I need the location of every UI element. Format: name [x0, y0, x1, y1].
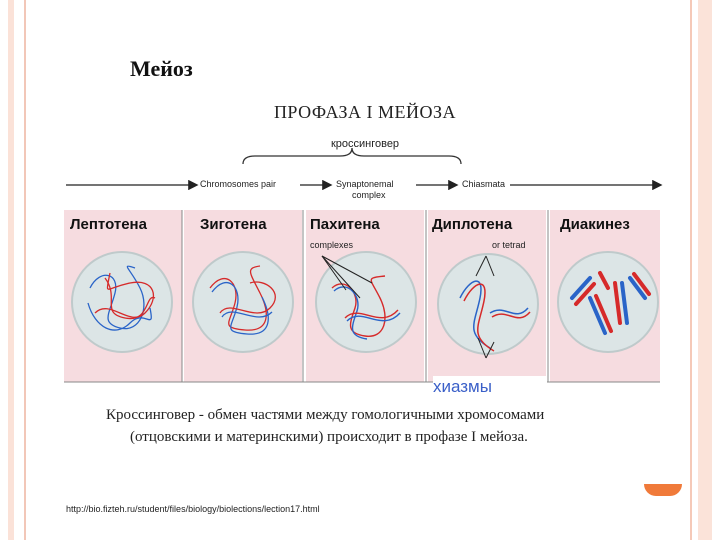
stage-diplotene: Диплотена [432, 216, 513, 233]
nucleus-leptotene [72, 252, 172, 352]
nucleus-diplotene [438, 254, 538, 354]
caption-line-1: Кроссинговер - обмен частями между гомологичными хромосомами [106, 407, 545, 423]
label-tetrad: or tetrad [492, 240, 526, 250]
stage-pachytene: Пахитена [310, 216, 380, 233]
nucleus-pachytene [316, 252, 416, 352]
crossing-over-label: кроссинговер [330, 138, 400, 150]
timeline-label-synaptonemal: Synaptonemal [336, 179, 394, 189]
timeline-label-complex: complex [352, 190, 386, 200]
caption-line-2: (отцовскими и материнскими) происходит в профазе I мейоза. [130, 429, 528, 445]
slide-title: Мейоз [130, 56, 193, 81]
right-frame-border [686, 0, 720, 540]
crossing-over-brace [243, 148, 461, 164]
chiasm-label: хиазмы [433, 376, 547, 398]
stage-zygotene: Зиготена [200, 216, 267, 233]
nucleus-diakinesis [558, 252, 658, 352]
label-complexes: complexes [310, 240, 354, 250]
timeline-label-pair: Chromosomes pair [200, 179, 277, 189]
decorative-orange-semicircle [644, 484, 682, 496]
diagram-title: ПРОФАЗА I МЕЙОЗА [273, 102, 457, 122]
stage-leptotene: Лептотена [70, 216, 147, 233]
timeline-label-chiasmata: Chiasmata [462, 179, 506, 189]
diagram-graphics [60, 98, 670, 398]
stage-diakinesis: Диакинез [560, 216, 630, 233]
prophase-diagram [60, 98, 670, 398]
nucleus-zygotene [193, 252, 293, 352]
caption [106, 404, 626, 448]
source-url: http://bio.fizteh.ru/student/files/biology/biolections/lection17.html [66, 504, 320, 514]
left-frame-border [0, 0, 26, 540]
